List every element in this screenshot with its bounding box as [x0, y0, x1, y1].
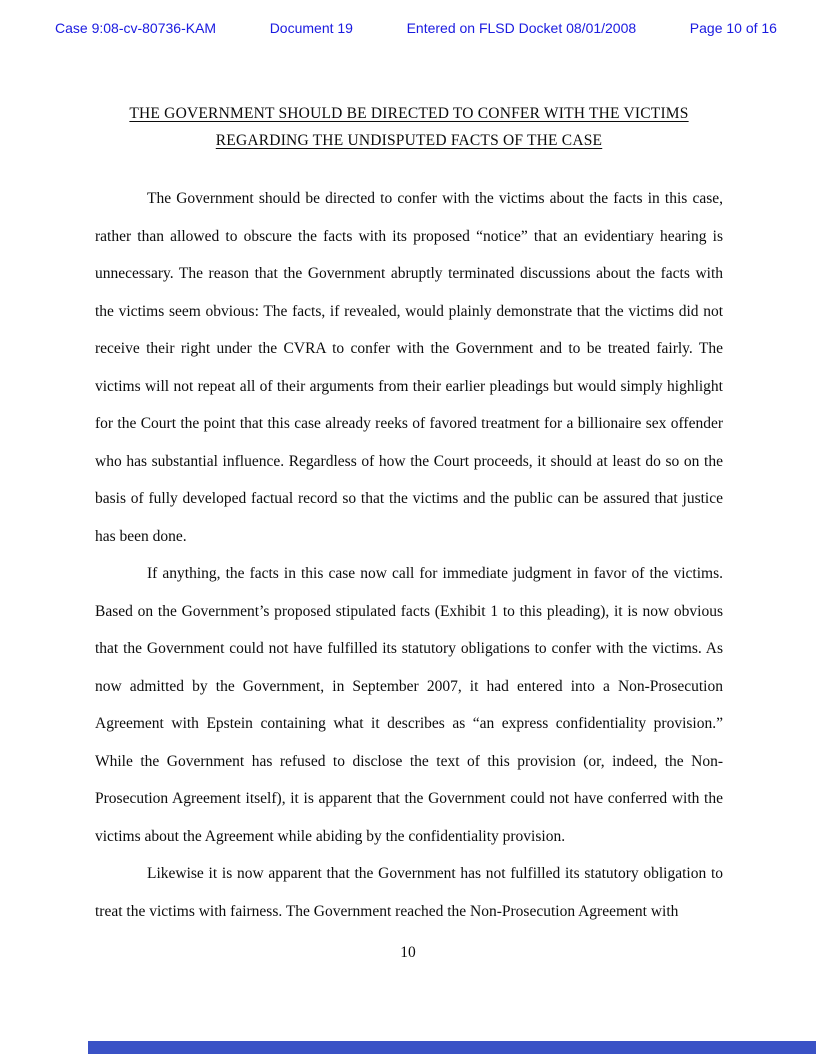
- document-body: [95, 100, 723, 930]
- scan-bottom-bar: [88, 1041, 816, 1054]
- body-paragraph: Likewise it is now apparent that the Government has not fulfilled its statutory obligation to treat the victims with fairness. The Government reached the Non-Prosecution Agreement with: [95, 865, 723, 920]
- page-number: 10: [400, 944, 416, 961]
- page-indicator: Page 10 of 16: [689, 20, 777, 36]
- case-number: Case 9:08-cv-80736-KAM: [55, 20, 217, 36]
- section-heading: [95, 100, 723, 154]
- docket-entry: Entered on FLSD Docket 08/01/2008: [406, 20, 637, 36]
- section-heading-line2: REGARDING THE UNDISPUTED FACTS OF THE CASE: [215, 132, 603, 149]
- docket-header: [55, 20, 777, 36]
- document-number: Document 19: [269, 20, 353, 36]
- body-paragraph: The Government should be directed to confer with the victims about the facts in this case, rather than allowed to obscure the facts with its proposed “notice” that an evidentiary hearing is unnecessary. The reason that the Government abruptly terminated discussions about the facts with the victims seem obvious: The facts, if revealed, would plainly demonstrate that the victims did not receive their right under the CVRA to confer with the Government and to be treated fairly. The victims will not repeat all of their arguments from their earlier pleadings but would simply highlight for the Court the point that this case already reeks of favored treatment for a billionaire sex offender who has substantial influence. Regardless of how the Court proceeds, it should at least do so on the basis of fully developed factual record so that the victims and the public can be assured that justice has been done.: [95, 190, 723, 545]
- body-text: [95, 180, 723, 930]
- body-paragraph: If anything, the facts in this case now call for immediate judgment in favor of the victims. Based on the Government’s proposed stipulated facts (Exhibit 1 to this pleading), it is now obvious that the Government could not have fulfilled its statutory obligations to confer with the victims. As now admitted by the Government, in September 2007, it had entered into a Non-Prosecution Agreement with Epstein containing what it describes as “an express confidentiality provision.” While the Government has refused to disclose the text of this provision (or, indeed, the Non-Prosecution Agreement itself), it is apparent that the Government could not have conferred with the victims about the Agreement while abiding by the confidentiality provision.: [95, 565, 723, 845]
- section-heading-line1: THE GOVERNMENT SHOULD BE DIRECTED TO CONFER WITH THE VICTIMS: [129, 105, 689, 122]
